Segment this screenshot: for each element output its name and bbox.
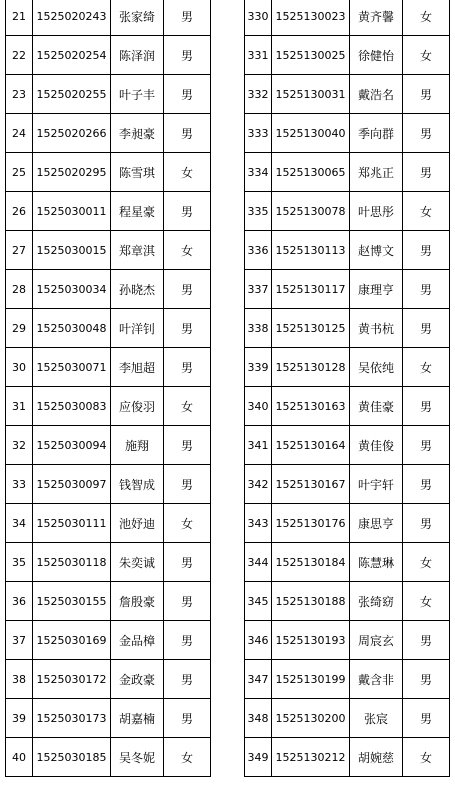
student-id-cell: 1525130065 (272, 153, 350, 192)
student-id-cell: 1525130184 (272, 543, 350, 582)
row-number-cell: 330 (245, 0, 272, 36)
table-row (245, 231, 450, 270)
gender-cell: 男 (403, 387, 450, 426)
table-row (6, 348, 211, 387)
student-id-cell: 1525020254 (33, 36, 111, 75)
student-id-cell: 1525020266 (33, 114, 111, 153)
row-number-cell: 345 (245, 582, 272, 621)
gender-cell: 男 (403, 660, 450, 699)
student-id-cell: 1525130128 (272, 348, 350, 387)
student-id-cell: 1525030169 (33, 621, 111, 660)
table-row (245, 0, 450, 36)
gender-cell: 男 (164, 426, 211, 465)
gender-cell: 女 (403, 348, 450, 387)
gender-cell: 男 (403, 153, 450, 192)
row-number-cell: 341 (245, 426, 272, 465)
table-row (6, 621, 211, 660)
table-row (6, 114, 211, 153)
table-row (6, 426, 211, 465)
row-number-cell: 348 (245, 699, 272, 738)
student-name-cell: 李昶豪 (111, 114, 164, 153)
student-id-cell: 1525130193 (272, 621, 350, 660)
gender-cell: 女 (164, 153, 211, 192)
table-row (245, 543, 450, 582)
student-id-cell: 1525030011 (33, 192, 111, 231)
gender-cell: 男 (403, 231, 450, 270)
row-number-cell: 335 (245, 192, 272, 231)
row-number-cell: 331 (245, 36, 272, 75)
table-row (6, 504, 211, 543)
student-id-cell: 1525030034 (33, 270, 111, 309)
student-id-cell: 1525020243 (33, 0, 111, 36)
row-number-cell: 34 (6, 504, 33, 543)
student-name-cell: 黄齐馨 (350, 0, 403, 36)
gender-cell: 男 (164, 114, 211, 153)
row-number-cell: 338 (245, 309, 272, 348)
student-id-cell: 1525130164 (272, 426, 350, 465)
gender-cell: 男 (164, 75, 211, 114)
gender-cell: 女 (164, 387, 211, 426)
student-id-cell: 1525130199 (272, 660, 350, 699)
student-id-cell: 1525030172 (33, 660, 111, 699)
student-name-cell: 吴依纯 (350, 348, 403, 387)
student-id-cell: 1525020295 (33, 153, 111, 192)
table-row (245, 36, 450, 75)
student-name-cell: 黄佳俊 (350, 426, 403, 465)
student-id-cell: 1525130031 (272, 75, 350, 114)
student-name-cell: 陈雪琪 (111, 153, 164, 192)
student-id-cell: 1525030094 (33, 426, 111, 465)
gender-cell: 男 (164, 36, 211, 75)
student-name-cell: 詹殷豪 (111, 582, 164, 621)
student-name-cell: 应俊羽 (111, 387, 164, 426)
row-number-cell: 336 (245, 231, 272, 270)
student-id-cell: 1525130176 (272, 504, 350, 543)
student-id-cell: 1525030083 (33, 387, 111, 426)
student-name-cell: 季向群 (350, 114, 403, 153)
gender-cell: 男 (164, 699, 211, 738)
gender-cell: 女 (164, 504, 211, 543)
gender-cell: 女 (403, 192, 450, 231)
gender-cell: 男 (164, 660, 211, 699)
student-table-right-body (245, 0, 450, 777)
table-row (245, 348, 450, 387)
table-row (6, 36, 211, 75)
gender-cell: 男 (164, 621, 211, 660)
gender-cell: 男 (164, 309, 211, 348)
table-row (245, 504, 450, 543)
student-id-cell: 1525030097 (33, 465, 111, 504)
table-row (245, 582, 450, 621)
student-name-cell: 孙晓杰 (111, 270, 164, 309)
table-row (245, 738, 450, 777)
student-id-cell: 1525020255 (33, 75, 111, 114)
row-number-cell: 22 (6, 36, 33, 75)
student-name-cell: 张绮窈 (350, 582, 403, 621)
table-row (245, 114, 450, 153)
student-table-left (5, 0, 211, 777)
gender-cell: 男 (403, 270, 450, 309)
student-id-cell: 1525130212 (272, 738, 350, 777)
student-name-cell: 胡婉慈 (350, 738, 403, 777)
student-id-cell: 1525130113 (272, 231, 350, 270)
student-id-cell: 1525130078 (272, 192, 350, 231)
row-number-cell: 342 (245, 465, 272, 504)
student-id-cell: 1525130117 (272, 270, 350, 309)
student-name-cell: 郑兆正 (350, 153, 403, 192)
gender-cell: 男 (164, 192, 211, 231)
table-row (6, 582, 211, 621)
table-row (245, 387, 450, 426)
gender-cell: 男 (403, 309, 450, 348)
gender-cell: 男 (403, 465, 450, 504)
table-row (6, 738, 211, 777)
student-name-cell: 郑章淇 (111, 231, 164, 270)
table-row (245, 153, 450, 192)
student-id-cell: 1525030048 (33, 309, 111, 348)
row-number-cell: 30 (6, 348, 33, 387)
student-id-cell: 1525030173 (33, 699, 111, 738)
table-row (245, 660, 450, 699)
gender-cell: 男 (403, 621, 450, 660)
student-name-cell: 胡嘉楠 (111, 699, 164, 738)
row-number-cell: 36 (6, 582, 33, 621)
table-row (245, 465, 450, 504)
student-id-cell: 1525030015 (33, 231, 111, 270)
table-row (6, 192, 211, 231)
student-name-cell: 叶宇轩 (350, 465, 403, 504)
row-number-cell: 24 (6, 114, 33, 153)
row-number-cell: 29 (6, 309, 33, 348)
student-name-cell: 陈慧琳 (350, 543, 403, 582)
student-name-cell: 戴含非 (350, 660, 403, 699)
row-number-cell: 344 (245, 543, 272, 582)
row-number-cell: 33 (6, 465, 33, 504)
row-number-cell: 26 (6, 192, 33, 231)
gender-cell: 女 (164, 231, 211, 270)
row-number-cell: 25 (6, 153, 33, 192)
table-row (245, 192, 450, 231)
gender-cell: 男 (403, 426, 450, 465)
table-row (245, 270, 450, 309)
student-name-cell: 徐健怡 (350, 36, 403, 75)
gender-cell: 男 (164, 465, 211, 504)
student-id-cell: 1525130188 (272, 582, 350, 621)
gender-cell: 男 (164, 543, 211, 582)
table-row (6, 0, 211, 36)
student-id-cell: 1525030155 (33, 582, 111, 621)
gender-cell: 男 (403, 504, 450, 543)
table-row (245, 699, 450, 738)
table-row (245, 426, 450, 465)
table-row (245, 75, 450, 114)
student-name-cell: 李旭超 (111, 348, 164, 387)
row-number-cell: 28 (6, 270, 33, 309)
student-name-cell: 池妤迪 (111, 504, 164, 543)
table-row (6, 309, 211, 348)
student-name-cell: 叶洋钊 (111, 309, 164, 348)
table-row (6, 465, 211, 504)
row-number-cell: 333 (245, 114, 272, 153)
student-id-cell: 1525030071 (33, 348, 111, 387)
student-id-cell: 1525030118 (33, 543, 111, 582)
student-id-cell: 1525130023 (272, 0, 350, 36)
row-number-cell: 39 (6, 699, 33, 738)
table-row (6, 153, 211, 192)
student-table-right (244, 0, 450, 777)
gender-cell: 男 (403, 699, 450, 738)
gender-cell: 女 (403, 0, 450, 36)
row-number-cell: 23 (6, 75, 33, 114)
student-id-cell: 1525130167 (272, 465, 350, 504)
student-id-cell: 1525130025 (272, 36, 350, 75)
row-number-cell: 339 (245, 348, 272, 387)
table-row (245, 621, 450, 660)
student-name-cell: 程星豪 (111, 192, 164, 231)
row-number-cell: 332 (245, 75, 272, 114)
student-name-cell: 叶子丰 (111, 75, 164, 114)
gender-cell: 男 (403, 114, 450, 153)
student-table-left-body (6, 0, 211, 777)
row-number-cell: 40 (6, 738, 33, 777)
student-name-cell: 施翔 (111, 426, 164, 465)
row-number-cell: 37 (6, 621, 33, 660)
student-name-cell: 康理亨 (350, 270, 403, 309)
row-number-cell: 340 (245, 387, 272, 426)
gender-cell: 女 (403, 582, 450, 621)
gender-cell: 男 (164, 348, 211, 387)
student-id-cell: 1525130125 (272, 309, 350, 348)
row-number-cell: 343 (245, 504, 272, 543)
student-id-cell: 1525030111 (33, 504, 111, 543)
table-row (6, 270, 211, 309)
student-id-cell: 1525130163 (272, 387, 350, 426)
student-name-cell: 康思亨 (350, 504, 403, 543)
row-number-cell: 347 (245, 660, 272, 699)
student-name-cell: 张宸 (350, 699, 403, 738)
row-number-cell: 21 (6, 0, 33, 36)
student-name-cell: 黄书杭 (350, 309, 403, 348)
student-name-cell: 周宸玄 (350, 621, 403, 660)
student-id-cell: 1525130040 (272, 114, 350, 153)
table-row (6, 75, 211, 114)
student-name-cell: 赵博文 (350, 231, 403, 270)
student-name-cell: 朱奕诚 (111, 543, 164, 582)
student-name-cell: 金政豪 (111, 660, 164, 699)
gender-cell: 男 (164, 270, 211, 309)
gender-cell: 男 (403, 75, 450, 114)
student-name-cell: 戴浩名 (350, 75, 403, 114)
table-row (6, 660, 211, 699)
row-number-cell: 31 (6, 387, 33, 426)
gender-cell: 男 (164, 582, 211, 621)
row-number-cell: 337 (245, 270, 272, 309)
row-number-cell: 346 (245, 621, 272, 660)
gender-cell: 男 (164, 0, 211, 36)
student-name-cell: 金品樟 (111, 621, 164, 660)
student-name-cell: 叶思彤 (350, 192, 403, 231)
row-number-cell: 32 (6, 426, 33, 465)
table-row (6, 387, 211, 426)
row-number-cell: 334 (245, 153, 272, 192)
student-name-cell: 吴冬妮 (111, 738, 164, 777)
gender-cell: 女 (164, 738, 211, 777)
student-name-cell: 黄佳豪 (350, 387, 403, 426)
gender-cell: 女 (403, 543, 450, 582)
table-row (245, 309, 450, 348)
gender-cell: 女 (403, 738, 450, 777)
table-row (6, 231, 211, 270)
student-name-cell: 钱智成 (111, 465, 164, 504)
student-name-cell: 陈泽润 (111, 36, 164, 75)
row-number-cell: 349 (245, 738, 272, 777)
gender-cell: 女 (403, 36, 450, 75)
row-number-cell: 38 (6, 660, 33, 699)
row-number-cell: 27 (6, 231, 33, 270)
student-name-cell: 张家绮 (111, 0, 164, 36)
table-row (6, 699, 211, 738)
student-id-cell: 1525130200 (272, 699, 350, 738)
student-id-cell: 1525030185 (33, 738, 111, 777)
row-number-cell: 35 (6, 543, 33, 582)
table-row (6, 543, 211, 582)
